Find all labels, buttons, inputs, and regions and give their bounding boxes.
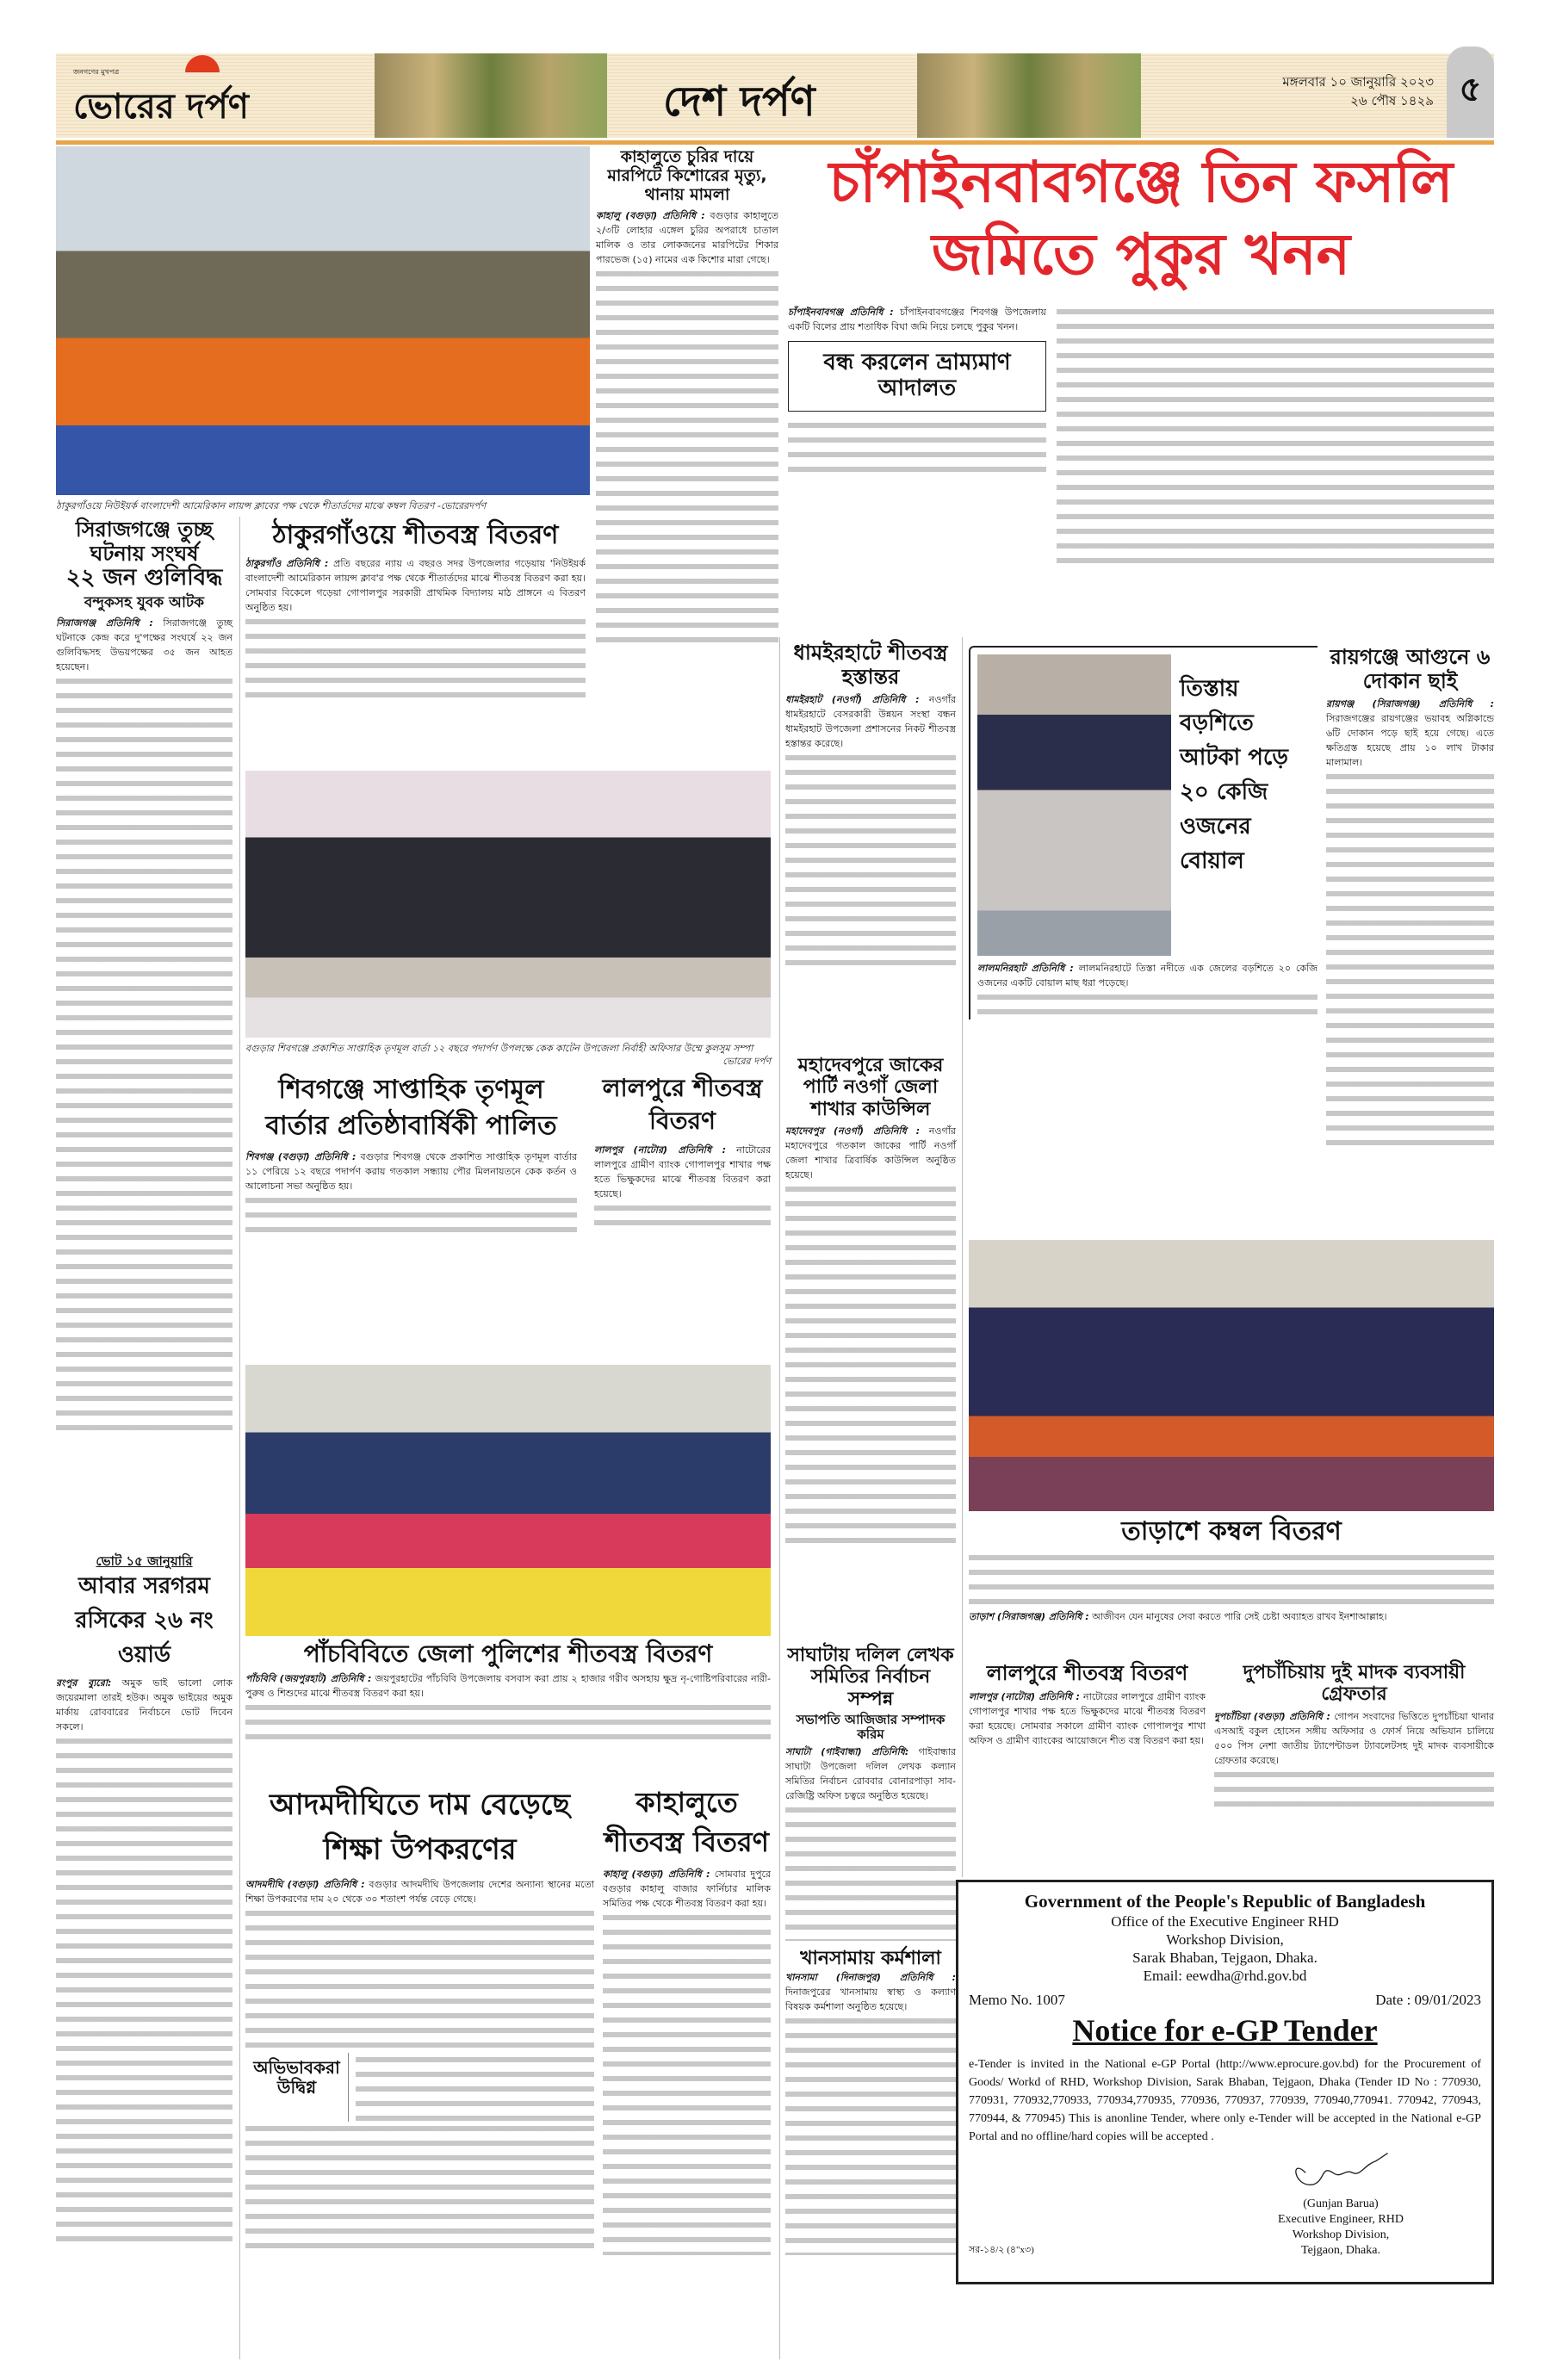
body-text [1326, 770, 1494, 1149]
body-text [785, 751, 956, 975]
article-thakurgaon: ঠাকুরগাঁওয়ে শীতবস্ত্র বিতরণ ঠাকুরগাঁও প্রতিনিধি : প্রতি বছরের ন্যায় এ বছরও সদর উপজেলার গড়েয়ায় 'নিউইয়র্ক বাংলাদেশী আমেরিকান লায়ন্স ক্লাব'র পক্ষ থেকে শীতার্তদের মাঝে শীতবস্ত্র বিতরণ করা হয়। সোমবার বিকেলে গড়েয়া গোপালপুর সরকারী প্রাথমিক বিদ্যালয় মাঠ প্রাঙ্গনে এ বিতরণ অনুষ্ঠিত হয়। [245, 521, 586, 701]
article-dupchanchia: দুপচাঁচিয়ায় দুই মাদক ব্যবসায়ী গ্রেফতার দুপচাঁচিয়া (বগুড়া) প্রতিনিধি : গোপন সংবাদের ভিত্তিতে দুপচাঁচিয়া থানার এসআই বকুল হোসেন সঙ্গীয় অফিসার ও ফোর্স নিয়ে অভিযান চালিয়ে ৫০০ পিস নেশা জাতীয় ট্যাপেন্টাডল ট্যাবলেটসহ দুই মাদক ব্যবসায়ীকে গ্রেফতার করেছে। [1214, 1662, 1494, 1811]
article-adamdighi: আদমদীঘিতে দাম বেড়েছে শিক্ষা উপকরণের আদমদীঘি (বগুড়া) প্রতিনিধি : বগুড়ার আদমদীঘি উপজেলায় দেশের অন্যান্য স্থানের মতো শিক্ষা উপকরণের দাম ২০ থেকে ৩০ শতাংশ পর্যন্ত বেড়ে গেছে। অভিভাবকরা উদ্বিগ্ন [245, 1782, 594, 2251]
article-shibganj: শিবগঞ্জে সাপ্তাহিক তৃণমূল বার্তার প্রতিষ্ঠাবার্ষিকী পালিত শিবগঞ্জ (বগুড়া) প্রতিনিধি : বগুড়ার শিবগঞ্জ থেকে প্রকাশিত সাপ্তাহিক তৃণমূল বার্তার ১১ পেরিয়ে ১২ বছরে পদার্পণ করায় গতকাল সন্ধ্যায় পৌর মিলনায়তনে কেক কর্তন ও আলোচনা সভা অনুষ্ঠিত হয়। [245, 1072, 577, 1236]
article-sirajganj: সিরাজগঞ্জে তুচ্ছ ঘটনায় সংঘর্ষ ২২ জন গুলিবিদ্ধ বন্দুকসহ যুবক আটক সিরাজগঞ্জ প্রতিনিধি : সিরাজগঞ্জে তুচ্ছ ঘটনাকে কেন্দ্র করে দু'পক্ষের সংঘর্ষে ২২ জন গুলিবিদ্ধসহ উভয়পক্ষের ৩৫ জন আহত হয়েছেন। [56, 518, 232, 1432]
article-lalpur: লালপুরে শীতবস্ত্র বিতরণ লালপুর (নাটোর) প্রতিনিধি : নাটোরের লালপুরে গ্রামীণ ব্যাংক গোপালপুর শাখার পক্ষ হতে ভিক্ষুকদের মাঝে শীতবস্ত্র বিতরণ করা হয়েছে। [594, 1072, 771, 1230]
article-kahalu-winter: কাহালুতে শীতবস্ত্র বিতরণ কাহালু (বগুড়া) প্রতিনিধি : সোমবার দুপুরে বগুড়ার কাহালু বাজার ফার্নিচার মালিক সমিতির পক্ষ থেকে শীতবস্ত্র বিতরণ করা হয়। [603, 1782, 771, 2255]
photo-police-distribution [245, 1365, 771, 1636]
tender-notice: Government of the People's Republic of Bangladesh Office of the Executive Engineer RHD Workshop Division, Sarak Bhaban, Tejgaon, Dhaka. Email: eewdha@rhd.gov.bd Memo No. 1007 Date : 09/01/2023 Notice for e-GP Tender e-Tender is invited in the National e-GP Portal (http://www.eprocure.gov.bd) for the Procurement of Goods/ Workd of RHD, Workshop Division, Sarak Bhaban, Tejgaon, Dhaka (Tender ID No : 770930, 770931, 770932,770933, 770934,770935, 770936, 770937, 770939, 770940,770941. 770942, 770943, 770944, & 770945) This is anonline Tender, where only e-Tender will be accepted in the National e-GP Portal and no offline/hard copies will be accepted . সর-১৪/২ (৪"x৩) (Gunjan Barua) Executive Engineer, RHD Workshop Division, Tejgaon, Dhaka. [956, 1880, 1494, 2284]
body-text [245, 2122, 594, 2251]
body-text [969, 1551, 1494, 1609]
photo-tarash-blankets [969, 1240, 1494, 1511]
body-text [356, 2053, 594, 2122]
photo-cake-cutting [245, 771, 771, 1038]
pull-quote: অভিভাবকরা উদ্বিগ্ন [245, 2053, 349, 2122]
notice-title: Notice for e-GP Tender [1072, 2013, 1378, 2048]
notice-email: Email: eewdha@rhd.gov.bd [1143, 1968, 1307, 1984]
column-divider [239, 517, 240, 2359]
article-mahadebpur: মহাদেবপুরে জাকের পার্টি নওগাঁ জেলা শাখার কাউন্সিল মহাদেবপুর (নওগাঁ) প্রতিনিধি : নওগাঁর মহাদেবপুরে গতকাল জাকের পার্টি নওগাঁ জেলা শাখার ত্রিবার্ষিক কাউন্সিল অনুষ্ঠিত হয়েছে। [785, 1055, 956, 1544]
photo-caption: ঠাকুরগাঁওয়ে নিউইয়র্ক বাংলাদেশী আমেরিকান লায়ন্স ক্লাবের পক্ষ থেকে শীতার্তদের মাঝে কম্বল বিতরণ -ভোরেরদর্পণ [56, 500, 487, 511]
article-fish: তিস্তায় বড়শিতে আটকা পড়ে ২০ কেজি ওজনের বোয়াল লালমনিরহাট প্রতিনিধি : লালমনিরহাটে তিস্তা নদীতে এক জেলের বড়শিতে ২০ কেজি ওজনের একটি বোয়াল মাছ ধরা পড়েছে। [969, 646, 1318, 1020]
issue-date: মঙ্গলবার ১০ জানুয়ারি ২০২৩ ২৬ পৌষ ১৪২৯ [1282, 74, 1434, 108]
body-text [245, 1906, 594, 2053]
photo-fish [977, 654, 1171, 956]
header-photo-strip [917, 53, 1141, 138]
body-text [594, 1201, 771, 1230]
page-number: ৫ [1447, 46, 1494, 138]
article-chapai-lead: চাঁপাইনবাবগঞ্জে তিন ফসলি জমিতে পুকুর খনন চাঁপাইনবাবগঞ্জ প্রতিনিধি : চাঁপাইনবাবগঞ্জের শিবগঞ্জ উপজেলায় একটি বিলের প্রায় শতাধিক বিঘা জমি নিয়ে চলছে পুকুর খনন। বন্ধ করলেন ভ্রাম্যমাণ আদালত [788, 146, 1494, 563]
body-text [1057, 305, 1494, 563]
subheadline-box: বন্ধ করলেন ভ্রাম্যমাণ আদালত [788, 341, 1046, 412]
header-photo-strip [375, 53, 607, 138]
body-text [785, 1803, 956, 1941]
body-text [785, 1182, 956, 1544]
article-dhamoirhat: ধামইরহাটে শীতবস্ত্র হস্তান্তর ধামইরহাট (নওগাঁ) প্রতিনিধি : নওগাঁর ধামইরহাটে বেসরকারী উন্নয়ন সংস্থা বন্ধন ধামইরহাট উপজেলা প্রশাসনের নিকট শীতবস্ত্র হস্তান্তর করেছে। [785, 641, 956, 975]
photo-caption: বগুড়ার শিবগঞ্জে প্রকাশিত সাপ্তাহিক তৃণমূল বার্তা ১২ বছরে পদার্পণ উপলক্ষে কেক কাটেন উপজেলা নির্বাহী অফিসার উম্মে কুলসুম সম্পা ভোরের দর্পণ [245, 1043, 771, 1067]
body-text [977, 990, 1318, 1020]
ad-code: সর-১৪/২ (৪"x৩) [969, 2245, 1034, 2255]
article-rosik: ভোট ১৫ জানুয়ারি আবার সরগরম রসিকের ২৬ নং ওয়ার্ড রংপুর ব্যুরো: অমুক ভাই ভালো লোক জয়েরমালা তারই হউক। অমুক ভাইয়ের অমুক মার্কায় রোববারের নির্বাচনে ভোট দিবেন সকলে। [56, 1554, 232, 2251]
body-text [785, 2014, 956, 2255]
body-text [245, 1193, 577, 1236]
body-text [603, 1911, 771, 2255]
article-tarash: তাড়াশে কম্বল বিতরণ তাড়াশ (সিরাজগঞ্জ) প্রতিনিধি : আজীবন যেন মানুষের সেবা করতে পারি সেই চেষ্টা অব্যাহত রাখব ইনশাআল্লাহ। [969, 1517, 1494, 1624]
body-text [56, 674, 232, 1432]
body-text [245, 1701, 771, 1744]
section-title: দেশ দর্পণ [663, 77, 815, 126]
body-text [56, 1734, 232, 2251]
header-rule [56, 140, 1494, 145]
signature [1278, 2149, 1404, 2197]
article-raiganj: রায়গঞ্জে আগুনে ৬ দোকান ছাই রায়গঞ্জ (সিরাজগঞ্জ) প্রতিনিধি : সিরাজগঞ্জের রায়গঞ্জের ভয়াবহ অগ্নিকান্ডে ৬টি দোকান পড়ে ছাই হয়ে গেছে। এতে ক্ষতিগ্রস্ত হয়েছে প্রায় ১০ লাখ টাকার মালামাল। [1326, 646, 1494, 1149]
article-kahalu-theft: কাহালুতে চুরির দায়ে মারপিটে কিশোরের মৃত্যু, থানায় মামলা কাহালু (বগুড়া) প্রতিনিধি : বগুড়ার কাহালুতে ২/৩টি লোহার এঙ্গেল চুরির অপরাধে চাতাল মালিক ও তার লোকজনের মারপিটের শিকার পারভেজ (১৫) নামের এক কিশোর মারা গেছে। [596, 148, 778, 646]
column-divider [962, 637, 963, 1877]
masthead [56, 53, 1494, 138]
sun-icon [185, 55, 220, 72]
article-panchbibi: পাঁচবিবিতে জেলা পুলিশের শীতবস্ত্র বিতরণ পাঁচবিবি (জয়পুরহাট) প্রতিনিধি : জয়পুরহাটের পাঁচবিবি উপজেলায় বসবাস করা প্রায় ২ হাজার গরীব অসহায় ক্ষুদ্র নৃ-গোষ্টিপরিবারের নারী-পুরুষ ও শিশুদের মাঝে শীতবস্ত্র বিতরণ করা হয়। [245, 1640, 771, 1744]
body-text [596, 267, 778, 646]
body-text [788, 418, 1046, 479]
photo-blanket-distribution [56, 146, 590, 495]
newspaper-logo: জনগণের মুখপত্র ভোরের দর্পণ [73, 79, 249, 137]
column-divider [779, 637, 780, 2359]
article-lalpur-2: লালপুরে শীতবস্ত্র বিতরণ লালপুর (নাটোর) প্রতিনিধি : নাটোরের লালপুরে গ্রামীণ ব্যাংক গোপালপুর শাখার পক্ষ হতে ভিক্ষুকদের মাঝে শীতবস্ত্র বিতরণ করা হয়েছে। সোমবার সকালে গ্রামীণ ব্যাংক গোপালপুর শাখা অফিস ও গ্রামীণ ব্যাংকের আয়োজনে শীত বস্ত্র বিতরণ করা হয়। [969, 1661, 1206, 1746]
body-text [245, 615, 586, 701]
body-text [1214, 1768, 1494, 1811]
article-saghata: সাঘাটায় দলিল লেখক সমিতির নির্বাচন সম্পন্ন সভাপতি আজিজার সম্পাদক করিম সাঘাটা (গাইবান্ধা) প্রতিনিধি: গাইবান্ধার সাঘাটা উপজেলা দলিল লেখক কল্যান সমিতির নির্বাচন রোববার বোনারপাড়া সাব-রেজিষ্ট্রি অফিস চত্বরে অনুষ্ঠিত হয়েছে। খানসামায় কর্মশালা খানসামা (দিনাজপুর) প্রতিনিধি : দিনাজপুরের খানসামায় স্বাস্থ্য ও কল্যাণ বিষয়ক কর্মশালা অনুষ্ঠিত হয়েছে। [785, 1645, 956, 2255]
